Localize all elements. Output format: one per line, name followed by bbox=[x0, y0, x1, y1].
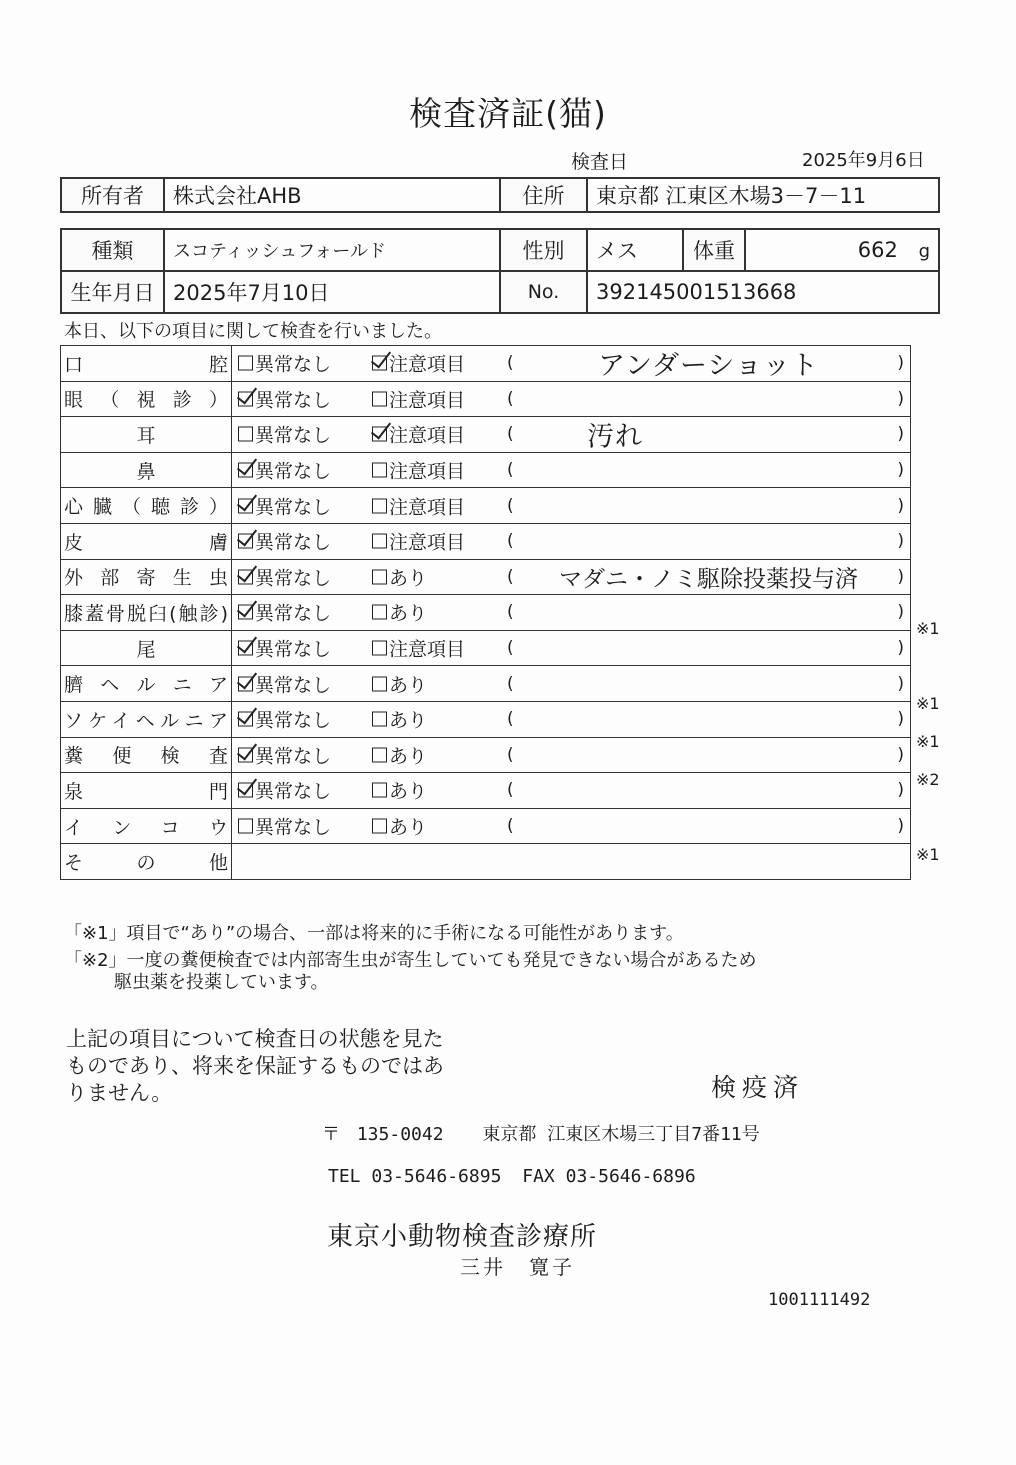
option-attention[interactable] bbox=[372, 670, 427, 697]
breed-value: スコティッシュフォールド bbox=[164, 229, 500, 271]
checklist-item-text: 糞便検査 bbox=[64, 745, 228, 768]
sex-value: メス bbox=[587, 229, 683, 271]
option-label: あり bbox=[389, 674, 428, 697]
checkbox-icon[interactable] bbox=[238, 356, 253, 371]
option-normal[interactable] bbox=[238, 421, 331, 448]
checklist-item-label bbox=[61, 523, 232, 559]
option-label: 異常なし bbox=[255, 709, 332, 732]
weight-unit: g bbox=[918, 241, 930, 262]
checkbox-icon[interactable] bbox=[372, 427, 387, 442]
address-label: 住所 bbox=[500, 178, 587, 212]
paren-open: ( bbox=[507, 495, 514, 516]
birth-value: 2025年7月10日 bbox=[164, 271, 500, 313]
other-label bbox=[61, 844, 232, 880]
checkbox-icon[interactable] bbox=[372, 676, 387, 691]
checklist-item-text: 心臓（聴診） bbox=[64, 496, 228, 519]
paren-close: ) bbox=[897, 602, 904, 623]
checklist-row-body bbox=[232, 737, 911, 773]
option-label: 異常なし bbox=[255, 780, 332, 803]
owner-table bbox=[60, 177, 940, 213]
checklist-row-body bbox=[232, 559, 911, 595]
disclaimer-statement: 上記の項目について検査日の状態を見たものであり、将来を保証するものではありません。 bbox=[66, 1027, 444, 1105]
checklist-note: マダニ・ノミ駆除投薬投与済 bbox=[559, 566, 858, 593]
fax-number: 03-5646-6896 bbox=[565, 1166, 696, 1187]
option-attention[interactable] bbox=[372, 813, 427, 840]
checkbox-icon[interactable] bbox=[238, 747, 253, 762]
tel-label: TEL bbox=[328, 1166, 361, 1187]
paren-open: ( bbox=[507, 638, 514, 659]
paren-open: ( bbox=[507, 780, 514, 801]
other-notes-field[interactable] bbox=[232, 844, 911, 880]
option-label: 注意項目 bbox=[389, 460, 466, 483]
paren-close: ) bbox=[897, 460, 904, 481]
checklist-item-label bbox=[61, 737, 232, 773]
animal-table bbox=[60, 228, 940, 314]
sex-label: 性別 bbox=[500, 229, 587, 271]
checkbox-icon[interactable] bbox=[372, 819, 387, 834]
breed-label: 種類 bbox=[61, 229, 164, 271]
reference-mark: ※1 bbox=[916, 618, 940, 638]
paren-close: ) bbox=[897, 780, 904, 801]
other-label-text: その他 bbox=[64, 852, 228, 875]
option-label: あり bbox=[389, 816, 428, 839]
checklist-table bbox=[60, 345, 911, 880]
option-attention[interactable] bbox=[372, 741, 427, 768]
checklist-row bbox=[61, 523, 911, 559]
checkbox-icon[interactable] bbox=[372, 712, 387, 727]
document-title: 検査済証(猫) bbox=[409, 94, 607, 133]
checklist-row bbox=[61, 666, 911, 702]
option-label: 異常なし bbox=[255, 567, 332, 590]
checkbox-icon[interactable] bbox=[238, 534, 253, 549]
footnote-2-line1: 「※2」一度の糞便検査では内部寄生虫が寄生していても発見できない場合があるため bbox=[64, 950, 757, 971]
paren-close: ) bbox=[897, 531, 904, 552]
checklist-row-body bbox=[232, 595, 911, 631]
inspection-stamp: 検疫済 bbox=[711, 1073, 805, 1102]
option-normal[interactable] bbox=[238, 528, 331, 555]
checklist-row-body bbox=[232, 381, 911, 417]
option-normal[interactable] bbox=[238, 741, 331, 768]
intro-text: 本日、以下の項目に関して検査を行いました。 bbox=[64, 321, 442, 342]
checkbox-icon[interactable] bbox=[372, 356, 387, 371]
option-label: 異常なし bbox=[255, 638, 332, 661]
checklist-row-other bbox=[61, 844, 911, 880]
checklist-row bbox=[61, 808, 911, 844]
checkbox-icon[interactable] bbox=[238, 569, 253, 584]
checklist-row bbox=[61, 417, 911, 453]
option-normal[interactable] bbox=[238, 599, 331, 626]
option-attention[interactable] bbox=[372, 385, 465, 412]
clinic-contact-line bbox=[328, 1166, 696, 1187]
paren-close: ) bbox=[897, 709, 904, 730]
option-attention[interactable] bbox=[372, 421, 465, 448]
paren-open: ( bbox=[507, 744, 514, 765]
checklist-row-body bbox=[232, 346, 911, 382]
checkbox-icon[interactable] bbox=[372, 498, 387, 513]
paren-close: ) bbox=[897, 495, 904, 516]
option-label: 異常なし bbox=[255, 531, 332, 554]
checkbox-icon[interactable] bbox=[372, 391, 387, 406]
checklist-row bbox=[61, 381, 911, 417]
weight-value: 662 bbox=[857, 238, 898, 262]
option-label: 異常なし bbox=[255, 353, 332, 376]
checklist-item-text: 鼻 bbox=[136, 460, 156, 483]
footnote-1: 「※1」項目で“あり”の場合、一部は将来的に手術になる可能性があります。 bbox=[64, 923, 684, 944]
fax-label: FAX bbox=[522, 1166, 555, 1187]
no-label: No. bbox=[500, 271, 587, 313]
option-normal[interactable] bbox=[238, 385, 331, 412]
option-label: あり bbox=[389, 709, 428, 732]
checklist-row-body bbox=[232, 630, 911, 666]
option-label: 注意項目 bbox=[389, 531, 466, 554]
option-attention[interactable] bbox=[372, 492, 465, 519]
checkbox-icon[interactable] bbox=[238, 391, 253, 406]
tel-number: 03-5646-6895 bbox=[371, 1166, 502, 1187]
paren-close: ) bbox=[897, 638, 904, 659]
option-attention[interactable] bbox=[372, 599, 427, 626]
option-attention[interactable] bbox=[372, 528, 465, 555]
clinic-name: 東京小動物検査診療所 bbox=[327, 1222, 598, 1252]
checklist-item-label bbox=[61, 559, 232, 595]
checklist-item-text: 耳 bbox=[136, 424, 156, 447]
weight-cell bbox=[745, 229, 939, 271]
address-value: 東京都 江東区木場3－7－11 bbox=[587, 178, 939, 212]
checklist-row-body bbox=[232, 773, 911, 809]
checklist-item-text: 眼（視診） bbox=[64, 389, 228, 412]
paren-open: ( bbox=[507, 388, 514, 409]
paren-open: ( bbox=[507, 424, 514, 445]
option-normal[interactable] bbox=[238, 492, 331, 519]
checklist-item-label bbox=[61, 701, 232, 737]
checklist-item-text: 尾 bbox=[136, 638, 156, 661]
paren-close: ) bbox=[897, 816, 904, 837]
checkbox-icon[interactable] bbox=[372, 463, 387, 478]
paren-open: ( bbox=[507, 816, 514, 837]
paren-open: ( bbox=[507, 460, 514, 481]
option-label: 異常なし bbox=[255, 674, 332, 697]
postal-symbol: 〒 bbox=[322, 1124, 340, 1145]
checklist-item-text: インコウ bbox=[64, 816, 228, 839]
checkbox-icon[interactable] bbox=[238, 605, 253, 620]
checklist-item-text: 皮膚 bbox=[64, 531, 228, 554]
checklist-row-body bbox=[232, 523, 911, 559]
checklist-row bbox=[61, 737, 911, 773]
option-attention[interactable] bbox=[372, 777, 427, 804]
option-normal[interactable] bbox=[238, 777, 331, 804]
paren-open: ( bbox=[507, 673, 514, 694]
checkbox-icon[interactable] bbox=[238, 712, 253, 727]
checklist-item-label bbox=[61, 346, 232, 382]
birth-label: 生年月日 bbox=[61, 271, 164, 313]
postal-code: 135-0042 bbox=[356, 1124, 444, 1145]
reference-mark: ※2 bbox=[916, 769, 940, 789]
checklist-item-text: ソケイヘルニア bbox=[64, 709, 228, 732]
paren-open: ( bbox=[507, 566, 514, 587]
option-normal[interactable] bbox=[238, 350, 331, 377]
option-label: 注意項目 bbox=[389, 496, 466, 519]
checkbox-icon[interactable] bbox=[238, 676, 253, 691]
paren-close: ) bbox=[897, 566, 904, 587]
checkbox-icon[interactable] bbox=[372, 747, 387, 762]
clinic-address: 東京都 江東区木場三丁目7番11号 bbox=[482, 1124, 760, 1145]
option-label: 異常なし bbox=[255, 496, 332, 519]
paren-close: ) bbox=[897, 673, 904, 694]
checkbox-icon[interactable] bbox=[372, 569, 387, 584]
option-normal[interactable] bbox=[238, 563, 331, 590]
option-attention[interactable] bbox=[372, 563, 427, 590]
paren-open: ( bbox=[507, 709, 514, 730]
footnote-2-line2: 駆虫薬を投薬しています。 bbox=[114, 972, 329, 993]
reference-mark: ※1 bbox=[916, 694, 940, 714]
option-attention[interactable] bbox=[372, 350, 465, 377]
checkbox-icon[interactable] bbox=[238, 819, 253, 834]
checklist-note: アンダーショット bbox=[598, 350, 819, 382]
checklist-row-body bbox=[232, 417, 911, 453]
checklist-item-label bbox=[61, 595, 232, 631]
checklist-row bbox=[61, 701, 911, 737]
no-value: 392145001513668 bbox=[587, 271, 939, 313]
reference-mark: ※1 bbox=[916, 732, 940, 751]
checklist-row-body bbox=[232, 452, 911, 488]
checklist-row bbox=[61, 452, 911, 488]
option-label: 注意項目 bbox=[389, 389, 466, 412]
paren-close: ) bbox=[897, 744, 904, 765]
checklist-item-label bbox=[61, 666, 232, 702]
option-label: 異常なし bbox=[255, 460, 332, 483]
checklist-item-text: 泉門 bbox=[64, 780, 228, 803]
option-label: 注意項目 bbox=[389, 424, 466, 447]
checkbox-icon[interactable] bbox=[238, 498, 253, 513]
checklist-row bbox=[61, 630, 911, 666]
paren-open: ( bbox=[507, 353, 514, 374]
owner-label: 所有者 bbox=[61, 178, 164, 212]
option-label: 異常なし bbox=[255, 745, 332, 768]
option-attention[interactable] bbox=[372, 635, 465, 662]
checklist-row-body bbox=[232, 808, 911, 844]
option-label: 異常なし bbox=[255, 602, 332, 625]
checklist-item-label bbox=[61, 488, 232, 524]
checklist-item-label bbox=[61, 773, 232, 809]
weight-label: 体重 bbox=[683, 229, 745, 271]
option-normal[interactable] bbox=[238, 706, 331, 733]
checklist-row bbox=[61, 773, 911, 809]
paren-close: ) bbox=[897, 388, 904, 409]
checklist-row-body bbox=[232, 666, 911, 702]
checkbox-icon[interactable] bbox=[238, 427, 253, 442]
checkbox-icon[interactable] bbox=[372, 641, 387, 656]
paren-open: ( bbox=[507, 602, 514, 623]
checklist-item-label bbox=[61, 452, 232, 488]
checklist-item-text: 膝蓋骨脱臼(触診) bbox=[64, 602, 228, 625]
option-label: 異常なし bbox=[255, 816, 332, 839]
option-normal[interactable] bbox=[238, 813, 331, 840]
checkbox-icon[interactable] bbox=[238, 463, 253, 478]
option-label: あり bbox=[389, 745, 428, 768]
inspection-date-value: 2025年9月6日 bbox=[802, 150, 925, 171]
checklist-note: 汚れ bbox=[587, 421, 643, 453]
inspection-date-label: 検査日 bbox=[571, 151, 629, 173]
veterinarian-name: 三井 寛子 bbox=[460, 1255, 575, 1279]
checklist-row bbox=[61, 488, 911, 524]
checklist-item-label bbox=[61, 808, 232, 844]
checkbox-icon[interactable] bbox=[372, 605, 387, 620]
checkbox-icon[interactable] bbox=[372, 534, 387, 549]
checklist-row-body bbox=[232, 488, 911, 524]
checkbox-icon[interactable] bbox=[238, 641, 253, 656]
clinic-postal-line bbox=[322, 1120, 760, 1146]
option-label: 異常なし bbox=[255, 424, 332, 447]
checklist-row bbox=[61, 346, 911, 382]
option-label: 注意項目 bbox=[389, 353, 466, 376]
paren-open: ( bbox=[507, 531, 514, 552]
checklist-item-label bbox=[61, 381, 232, 417]
option-normal[interactable] bbox=[238, 670, 331, 697]
checklist-row-body bbox=[232, 701, 911, 737]
option-label: あり bbox=[389, 567, 428, 590]
owner-value: 株式会社AHB bbox=[164, 178, 500, 212]
checklist-item-label bbox=[61, 630, 232, 666]
checkbox-icon[interactable] bbox=[372, 783, 387, 798]
checklist-row bbox=[61, 559, 911, 595]
checklist-item-text: 外部寄生虫 bbox=[64, 567, 228, 590]
option-label: 異常なし bbox=[255, 389, 332, 412]
document-number: 1001111492 bbox=[768, 1290, 871, 1310]
option-label: 注意項目 bbox=[389, 638, 466, 661]
option-label: あり bbox=[389, 602, 428, 625]
option-normal[interactable] bbox=[238, 457, 331, 484]
option-attention[interactable] bbox=[372, 706, 427, 733]
option-attention[interactable] bbox=[372, 457, 465, 484]
checklist-item-text: 口腔 bbox=[64, 353, 228, 376]
checklist-item-text: 臍ヘルニア bbox=[64, 674, 228, 697]
option-label: あり bbox=[389, 780, 428, 803]
checklist-item-label bbox=[61, 417, 232, 453]
paren-close: ) bbox=[897, 353, 904, 374]
reference-mark: ※1 bbox=[916, 845, 940, 865]
option-normal[interactable] bbox=[238, 635, 331, 662]
paren-close: ) bbox=[897, 424, 904, 445]
checklist-row bbox=[61, 595, 911, 631]
checkbox-icon[interactable] bbox=[238, 783, 253, 798]
